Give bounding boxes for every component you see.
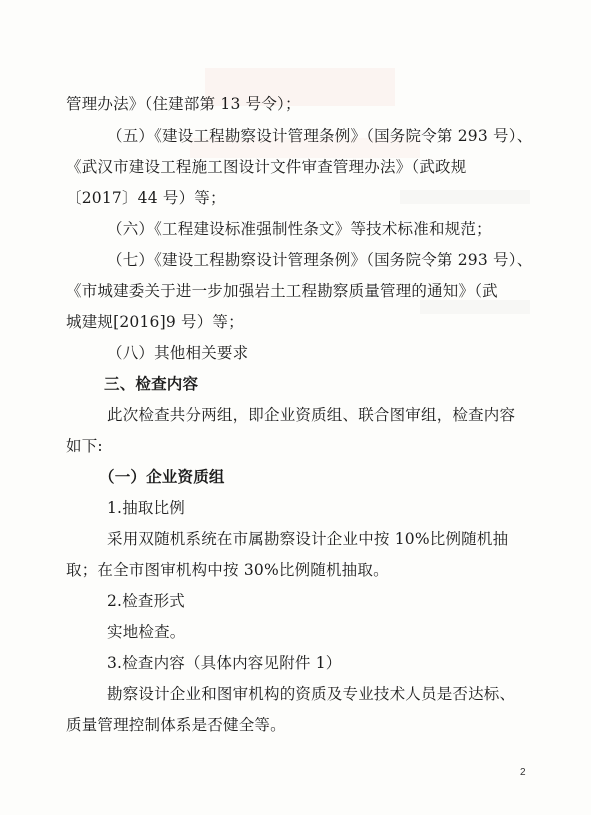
paragraph-line-6: （七）《建设工程勘察设计管理条例》（国务院令第 293 号）、 (107, 251, 533, 269)
paragraph-line-4: 〔2017〕44 号）等； (66, 189, 226, 207)
paragraph-line-3: 《武汉市建设工程施工图设计文件审查管理办法》（武政规 (66, 158, 467, 176)
paragraph-line-20: 勘察设计企业和图审机构的资质及专业技术人员是否达标、 (107, 685, 516, 703)
paragraph-line-12: 如下: (66, 437, 103, 455)
paragraph-line-14: 1.抽取比例 (107, 499, 185, 517)
paragraph-line-2: （五）《建设工程勘察设计管理条例》（国务院令第 293 号）、 (107, 127, 533, 145)
paragraph-line-7: 《市城建委关于进一步加强岩土工程勘察质量管理的通知》（武 (66, 282, 498, 300)
paragraph-line-17: 2.检查形式 (107, 592, 185, 610)
paragraph-line-1: 管理办法》（住建部第 13 号令）； (66, 95, 301, 113)
paragraph-line-19: 3.检查内容（具体内容见附件 1） (107, 654, 342, 672)
paragraph-line-11: 此次检查共分两组，即企业资质组、联合图审组，检查内容 (107, 406, 516, 424)
paragraph-line-21: 质量管理控制体系是否健全等。 (66, 716, 286, 734)
paragraph-line-5: （六）《工程建设标准强制性条文》等技术标准和规范； (107, 220, 492, 238)
paragraph-line-18: 实地检查。 (107, 623, 186, 641)
section-heading: 三、检查内容 (104, 375, 199, 393)
subsection-heading: （一）企业资质组 (99, 468, 225, 486)
paragraph-line-15: 采用双随机系统在市属勘察设计企业中按 10%比例随机抽 (107, 530, 509, 548)
paragraph-line-8: 城建规[2016]9 号）等； (66, 313, 244, 331)
page-number: 2 (520, 767, 526, 778)
paragraph-line-16: 取；在全市图审机构中按 30%比例随机抽取。 (66, 561, 389, 579)
paragraph-line-9: （八）其他相关要求 (107, 344, 249, 362)
